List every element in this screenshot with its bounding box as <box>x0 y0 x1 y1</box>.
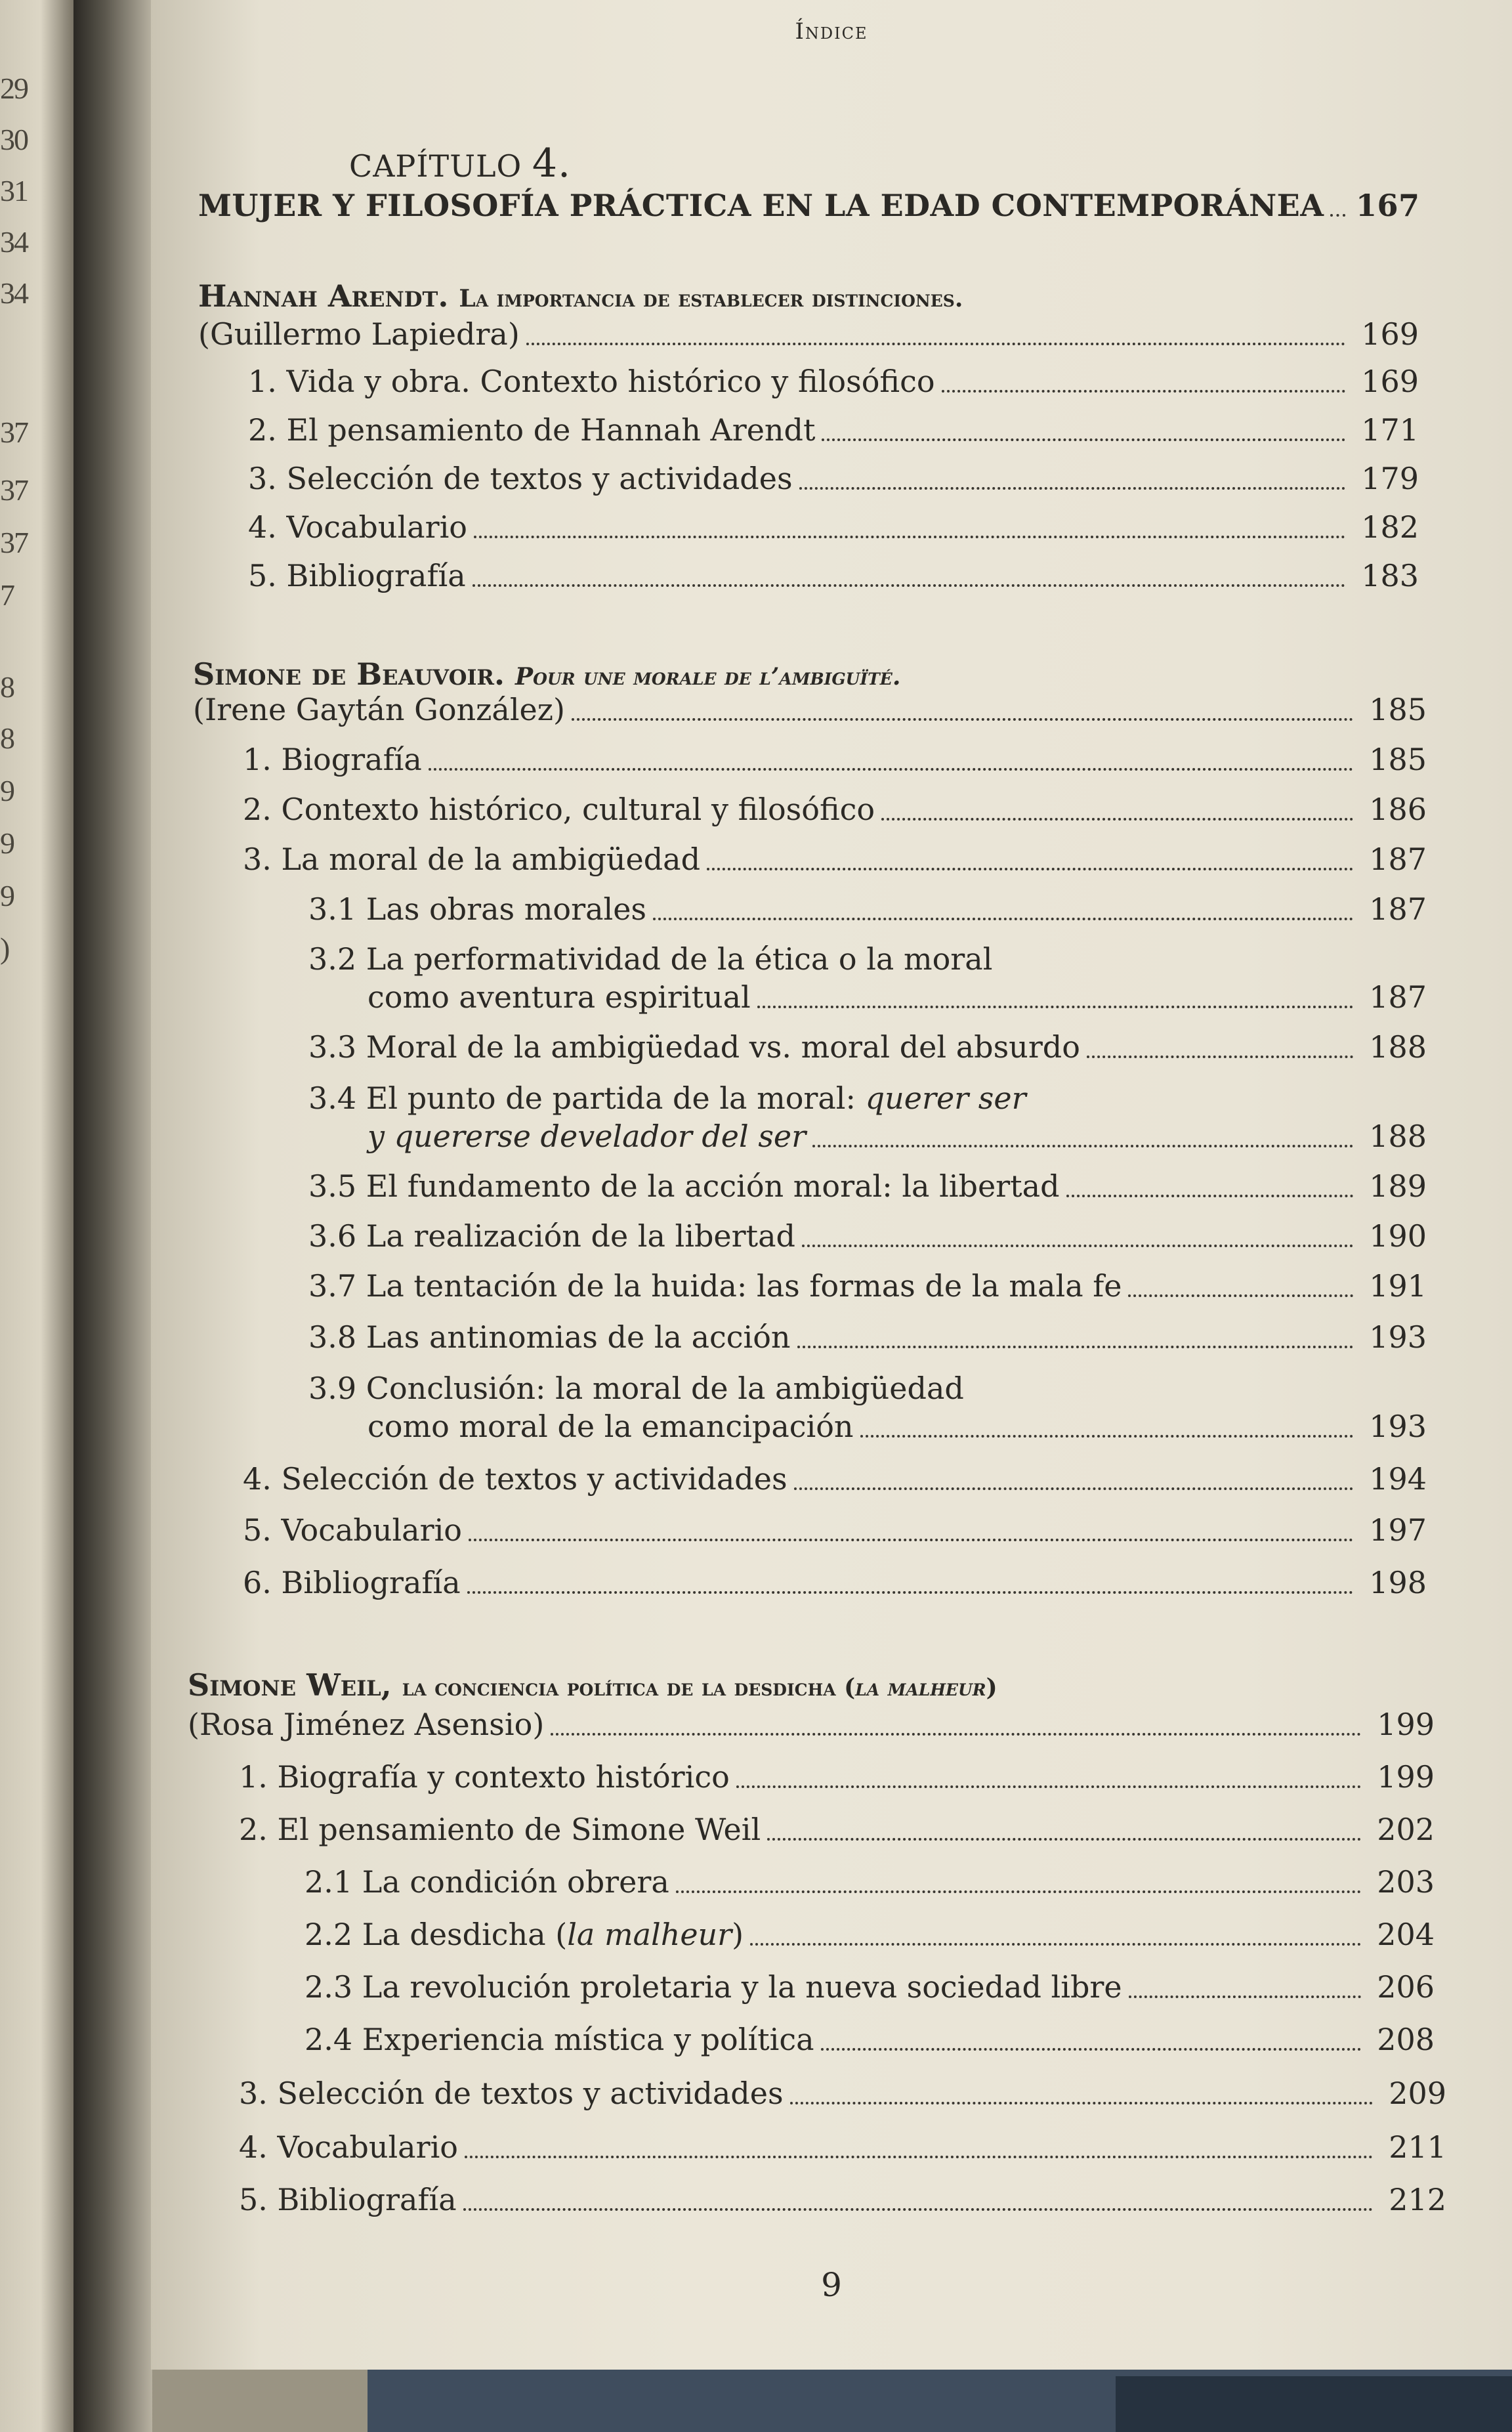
toc-subentry <box>308 1027 1427 1067</box>
entry-title: 2. Contexto histórico, cultural y filosófico <box>243 792 875 827</box>
dot-leader <box>860 1435 1353 1438</box>
dot-leader <box>653 918 1353 920</box>
toc-subentry <box>308 1166 1427 1206</box>
contributor-row <box>193 689 1427 730</box>
toc-entry <box>243 1562 1427 1603</box>
contributor: (Rosa Jiménez Asensio) <box>188 1707 545 1742</box>
author-name: Simone Weil, <box>188 1667 392 1703</box>
book-page <box>151 0 1512 2370</box>
entry-title: 2. El pensamiento de Simone Weil <box>239 1812 761 1847</box>
entry-title-italic: la malheur <box>567 1917 732 1952</box>
entry-title: 3.3 Moral de la ambigüedad vs. moral del absurdo <box>308 1029 1080 1065</box>
contributor-row <box>188 1704 1435 1745</box>
facing-page-number: 31 <box>0 174 28 207</box>
page-number: 185 <box>1369 692 1427 727</box>
subtitle-part: la conciencia política de la desdicha ( <box>402 1674 856 1701</box>
facing-page-number: 30 <box>0 123 28 156</box>
dot-leader <box>750 1943 1361 1946</box>
dot-leader <box>1066 1195 1353 1197</box>
author-name: Hannah Arendt. <box>198 278 449 314</box>
entry-title: 5. Bibliografía <box>239 2182 457 2217</box>
entry-title: 4. Vocabulario <box>239 2129 458 2165</box>
dot-leader <box>429 768 1353 771</box>
toc-entry <box>243 1510 1427 1550</box>
toc-entry <box>248 458 1419 499</box>
entry-title: 3. La moral de la ambigüedad <box>243 842 701 877</box>
entry-title: 3.1 Las obras morales <box>308 891 647 927</box>
dot-leader <box>1128 1294 1353 1297</box>
dot-leader <box>790 2102 1373 2104</box>
toc-entry <box>248 361 1419 402</box>
page-number: 193 <box>1369 1409 1427 1444</box>
entry-title: 6. Bibliografía <box>243 1565 461 1600</box>
page-number: 208 <box>1377 2022 1435 2057</box>
dot-leader <box>757 1006 1353 1008</box>
entry-title: 3.8 Las antinomias de la acción <box>308 1319 791 1355</box>
entry-title: 4. Selección de textos y actividades <box>243 1461 788 1497</box>
toc-entry <box>243 839 1427 880</box>
entry-title-part: 3.4 El punto de partida de la moral: <box>308 1080 866 1116</box>
page-number: 183 <box>1361 558 1419 593</box>
dot-leader <box>467 1591 1353 1594</box>
contributor: (Irene Gaytán González) <box>193 692 565 727</box>
page-number: 194 <box>1369 1461 1427 1497</box>
page-number: 187 <box>1369 891 1427 927</box>
page-number: 211 <box>1389 2129 1446 2165</box>
facing-page-edge <box>0 0 74 2432</box>
section-subtitle: Pour une morale de l’ambiguïté. <box>515 663 901 691</box>
entry-title-part: ) <box>732 1917 744 1952</box>
dot-leader <box>812 1145 1353 1147</box>
facing-page-number: 9 <box>0 826 14 860</box>
page-number: 185 <box>1369 742 1427 777</box>
entry-title: 2. El pensamiento de Hannah Arendt <box>248 412 816 448</box>
toc-subentry <box>304 1914 1435 1955</box>
chapter-title-row <box>198 185 1419 226</box>
page-number: 171 <box>1361 412 1419 448</box>
page-number: 189 <box>1369 1168 1427 1204</box>
toc-entry <box>243 739 1427 780</box>
page-number: 212 <box>1389 2182 1446 2217</box>
entry-title: 2.1 La condición obrera <box>304 1864 669 1900</box>
page-folio: 9 <box>821 2266 842 2304</box>
page-number: 169 <box>1361 316 1419 352</box>
page-number: 197 <box>1369 1512 1427 1548</box>
chapter-label <box>349 140 571 186</box>
dot-leader <box>676 1890 1361 1893</box>
facing-page-number: 29 <box>0 72 28 105</box>
entry-title: 3.7 La tentación de la huida: las formas de la mala fe <box>308 1268 1122 1304</box>
toc-subentry <box>308 889 1427 929</box>
dot-leader <box>797 1346 1353 1348</box>
page-number: 204 <box>1377 1917 1435 1952</box>
facing-page-number: 34 <box>0 225 28 259</box>
contributor-row <box>198 314 1419 354</box>
page-number: 188 <box>1369 1029 1427 1065</box>
section-subtitle <box>402 1674 998 1701</box>
page-number: 191 <box>1369 1268 1427 1304</box>
dot-leader <box>572 718 1353 721</box>
toc-subentry <box>304 1967 1435 2007</box>
dot-leader <box>881 818 1353 821</box>
toc-entry <box>239 2179 1446 2220</box>
facing-page-number: 8 <box>0 721 14 755</box>
dot-leader <box>469 1539 1353 1541</box>
toc-entry <box>239 1757 1435 1797</box>
dot-leader <box>736 1785 1361 1788</box>
toc-entry <box>248 507 1419 547</box>
entry-title: 1. Biografía y contexto histórico <box>239 1759 730 1795</box>
page-number: 202 <box>1377 1812 1435 1847</box>
chapter-label-text: CAPÍTULO <box>349 148 522 184</box>
toc-entry <box>248 555 1419 596</box>
toc-subentry <box>308 1216 1427 1256</box>
toc-subentry <box>308 1266 1427 1306</box>
toc-subentry <box>368 1406 1427 1447</box>
entry-title: 1. Biografía <box>243 742 422 777</box>
entry-title <box>304 1914 744 1955</box>
dot-leader <box>1330 214 1345 217</box>
facing-page-number: 37 <box>0 473 28 507</box>
entry-title: como moral de la emancipación <box>368 1409 854 1444</box>
author-name: Simone de Beauvoir. <box>193 656 505 692</box>
dot-leader <box>767 1838 1361 1841</box>
facing-page-number: 8 <box>0 670 14 704</box>
dot-leader <box>821 2048 1361 2051</box>
entry-title: 5. Vocabulario <box>243 1512 462 1548</box>
facing-page-number: 9 <box>0 774 14 807</box>
entry-title: 4. Vocabulario <box>248 509 467 545</box>
dot-leader <box>474 536 1345 538</box>
section-heading <box>188 1665 998 1708</box>
contributor: (Guillermo Lapiedra) <box>198 316 520 352</box>
toc-subentry <box>304 1862 1435 1902</box>
dot-leader <box>942 390 1345 393</box>
subtitle-part: ) <box>986 1674 998 1701</box>
toc-entry <box>243 1459 1427 1499</box>
table-of-contents <box>151 0 1512 2370</box>
entry-title: 5. Bibliografía <box>248 558 466 593</box>
page-number: 169 <box>1361 364 1419 399</box>
page-number: 186 <box>1369 792 1427 827</box>
toc-entry <box>239 2073 1446 2114</box>
facing-page-number: 34 <box>0 276 28 310</box>
toc-entry <box>239 1809 1435 1850</box>
entry-title-line1: 3.2 La performatividad de la ética o la moral <box>308 941 993 977</box>
toc-subentry <box>304 2019 1435 2060</box>
entry-title: 3. Selección de textos y actividades <box>248 461 793 496</box>
toc-entry <box>243 789 1427 830</box>
toc-subentry <box>368 1116 1427 1157</box>
dot-leader <box>822 438 1345 441</box>
entry-title: 1. Vida y obra. Contexto histórico y filosófico <box>248 364 935 399</box>
entry-title-part: 2.2 La desdicha ( <box>304 1917 568 1952</box>
dot-leader <box>794 1487 1353 1490</box>
page-number: 209 <box>1389 2076 1446 2111</box>
entry-title: 2.4 Experiencia mística y política <box>304 2022 814 2057</box>
facing-page-number: ) <box>0 931 9 965</box>
page-number: 193 <box>1369 1319 1427 1355</box>
toc-subentry <box>308 1317 1427 1357</box>
running-head: Índice <box>795 18 868 45</box>
page-number: 206 <box>1377 1969 1435 2005</box>
page-number: 167 <box>1356 188 1420 223</box>
entry-title-line1 <box>308 1078 1026 1119</box>
dot-leader <box>707 868 1353 870</box>
facing-page-number: 37 <box>0 526 28 559</box>
chapter-title: MUJER Y FILOSOFÍA PRÁCTICA EN LA EDAD CONTEMPORÁNEA <box>198 188 1324 223</box>
page-number: 187 <box>1369 979 1427 1015</box>
entry-title-line1: 3.9 Conclusión: la moral de la ambigüedad <box>308 1371 964 1406</box>
page-number: 190 <box>1369 1218 1427 1254</box>
toc-entry <box>239 2127 1446 2167</box>
dot-leader <box>1087 1056 1353 1058</box>
toc-subentry <box>368 977 1427 1017</box>
toc-entry <box>248 410 1419 450</box>
dot-leader <box>802 1245 1353 1247</box>
dot-leader <box>472 584 1345 587</box>
page-number: 182 <box>1361 509 1419 545</box>
entry-title: 2.3 La revolución proletaria y la nueva sociedad libre <box>304 1969 1122 2005</box>
page-number: 203 <box>1377 1864 1435 1900</box>
dot-leader <box>1129 1995 1361 1998</box>
entry-title: como aventura espiritual <box>368 979 751 1015</box>
entry-title-italic: querer ser <box>865 1080 1026 1116</box>
dot-leader <box>799 487 1345 490</box>
section-heading <box>198 276 963 319</box>
chapter-number: 4. <box>532 140 572 186</box>
page-number: 199 <box>1377 1759 1435 1795</box>
page-number: 179 <box>1361 461 1419 496</box>
section-subtitle: La importancia de establecer distinciones. <box>459 285 963 312</box>
entry-title: 3.5 El fundamento de la acción moral: la libertad <box>308 1168 1060 1204</box>
background-surface <box>1116 2376 1512 2432</box>
subtitle-italic: la malheur <box>855 1674 986 1701</box>
entry-title: 3. Selección de textos y actividades <box>239 2076 784 2111</box>
facing-page-number: 37 <box>0 416 28 449</box>
entry-title: y quererse develador del ser <box>368 1119 807 1154</box>
page-number: 188 <box>1369 1119 1427 1154</box>
page-number: 199 <box>1377 1707 1435 1742</box>
page-number: 198 <box>1369 1565 1427 1600</box>
facing-page-number: 7 <box>0 578 14 612</box>
facing-page-number: 9 <box>0 879 14 912</box>
entry-title: 3.6 La realización de la libertad <box>308 1218 795 1254</box>
book-gutter <box>74 0 152 2432</box>
dot-leader <box>526 343 1345 345</box>
dot-leader <box>463 2208 1373 2211</box>
page-number: 187 <box>1369 842 1427 877</box>
dot-leader <box>551 1733 1361 1736</box>
dot-leader <box>465 2156 1373 2158</box>
